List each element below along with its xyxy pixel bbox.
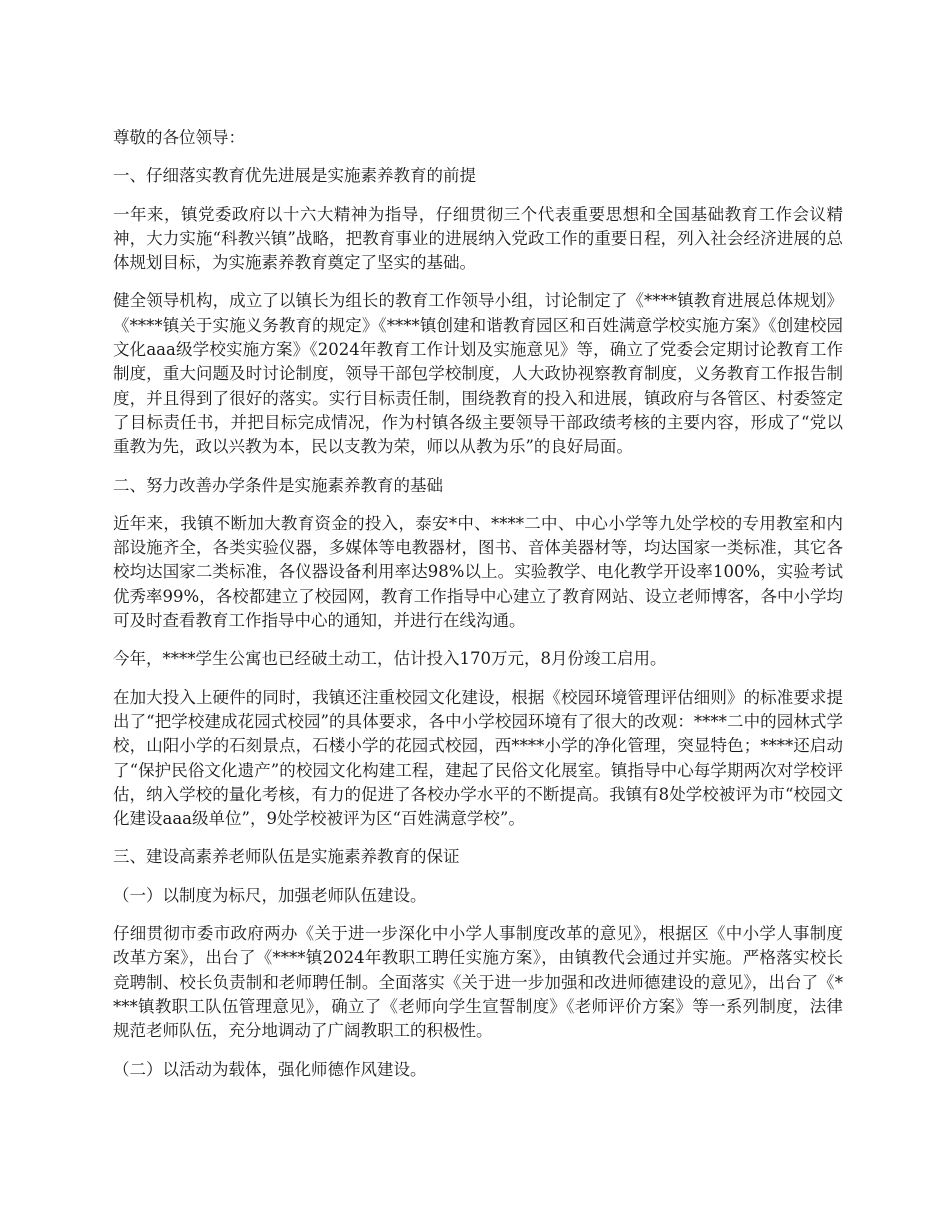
paragraph: 一年来，镇党委政府以十六大精神为指导，仔细贯彻三个代表重要思想和全国基础教育工作会议精神，大力实施“科教兴镇”战略，把教育事业的进展纳入党政工作的重要日程，列入社会经济进展的总体规划目标，为实施素养教育奠定了坚实的基础。 [113, 204, 843, 273]
section-heading-2: 二、努力改善办学条件是实施素养教育的基础 [113, 475, 443, 495]
document-body [113, 126, 843, 1096]
subsection-heading-2: （二）以活动为载体，强化师德作风建设。 [113, 1059, 427, 1079]
salutation: 尊敬的各位领导： [113, 128, 245, 147]
paragraph: 仔细贯彻市委市政府两办《关于进一步深化中小学人事制度改革的意见》，根据区《中小学人事制度改革方案》，出台了《****镇2024年教职工聘任实施方案》，由镇教代会通过并实施。严格落实校长竞聘制、校长负责制和老师聘任制。全面落实《关于进一步加强和改进师德建设的意见》，出台了《****镇教职工队伍管理意见》，确立了《老师向学生宣誓制度》《老师评价方案》等一系列制度，法律规范老师队伍，充分地调动了广阔教职工的积极性。 [113, 924, 843, 1041]
paragraph: 在加大投入上硬件的同时，我镇还注重校园文化建设，根据《校园环境管理评估细则》的标准要求提出了“把学校建成花园式校园”的具体要求，各中小学校园环境有了很大的改观：****二中的园林式学校，山阳小学的石刻景点，石楼小学的花园式校园，西****小学的净化管理，突显特色；****还启动了“保护民俗文化遗产”的校园文化构建工程，建起了民俗文化展室。镇指导中心每学期两次对学校评估，纳入学校的量化考核，有力的促进了各校办学水平的不断提高。我镇有8处学校被评为市“校园文化建设aaa级单位”，9处学校被评为区“百姓满意学校”。 [113, 687, 843, 829]
subsection-heading-1: （一）以制度为标尺，加强老师队伍建设。 [113, 885, 427, 905]
section-heading-3: 三、建设高素养老师队伍是实施素养教育的保证 [113, 847, 460, 867]
paragraph: 近年来，我镇不断加大教育资金的投入，泰安*中、****二中、中心小学等九处学校的专用教室和内部设施齐全，各类实验仪器，多媒体等电教器材，图书、音体美器材等，均达国家一类标准，其它各校均达国家二类标准，各仪器设备利用率达98%以上。实验教学、电化教学开设率100%，实验考试优秀率99%，各校都建立了校园网，教育工作指导中心建立了教育网站、设立老师博客，各中小学均可及时查看教育工作指导中心的通知，并进行在线沟通。 [113, 513, 843, 631]
paragraph: 健全领导机构，成立了以镇长为组长的教育工作领导小组，讨论制定了《****镇教育进展总体规划》《****镇关于实施义务教育的规定》《****镇创建和谐教育园区和百姓满意学校实施方案》《创建校园文化aaa级学校实施方案》《2024年教育工作计划及实施意见》等，确立了党委会定期讨论教育工作制度，重大问题及时讨论制度，领导干部包学校制度，人大政协视察教育制度，义务教育工作报告制度，并且得到了很好的落实。实行目标责任制，围绕教育的投入和进展，镇政府与各管区、村委签定了目标责任书，并把目标完成情况，作为村镇各级主要领导干部政绩考核的主要内容，形成了“党以重教为先，政以兴教为本，民以支教为荣，师以从教为乐”的良好局面。 [113, 291, 843, 457]
section-heading-1: 一、仔细落实教育优先进展是实施素养教育的前提 [113, 166, 476, 186]
paragraph: 今年，****学生公寓也已经破土动工，估计投入170万元，8月份竣工启用。 [113, 649, 667, 669]
